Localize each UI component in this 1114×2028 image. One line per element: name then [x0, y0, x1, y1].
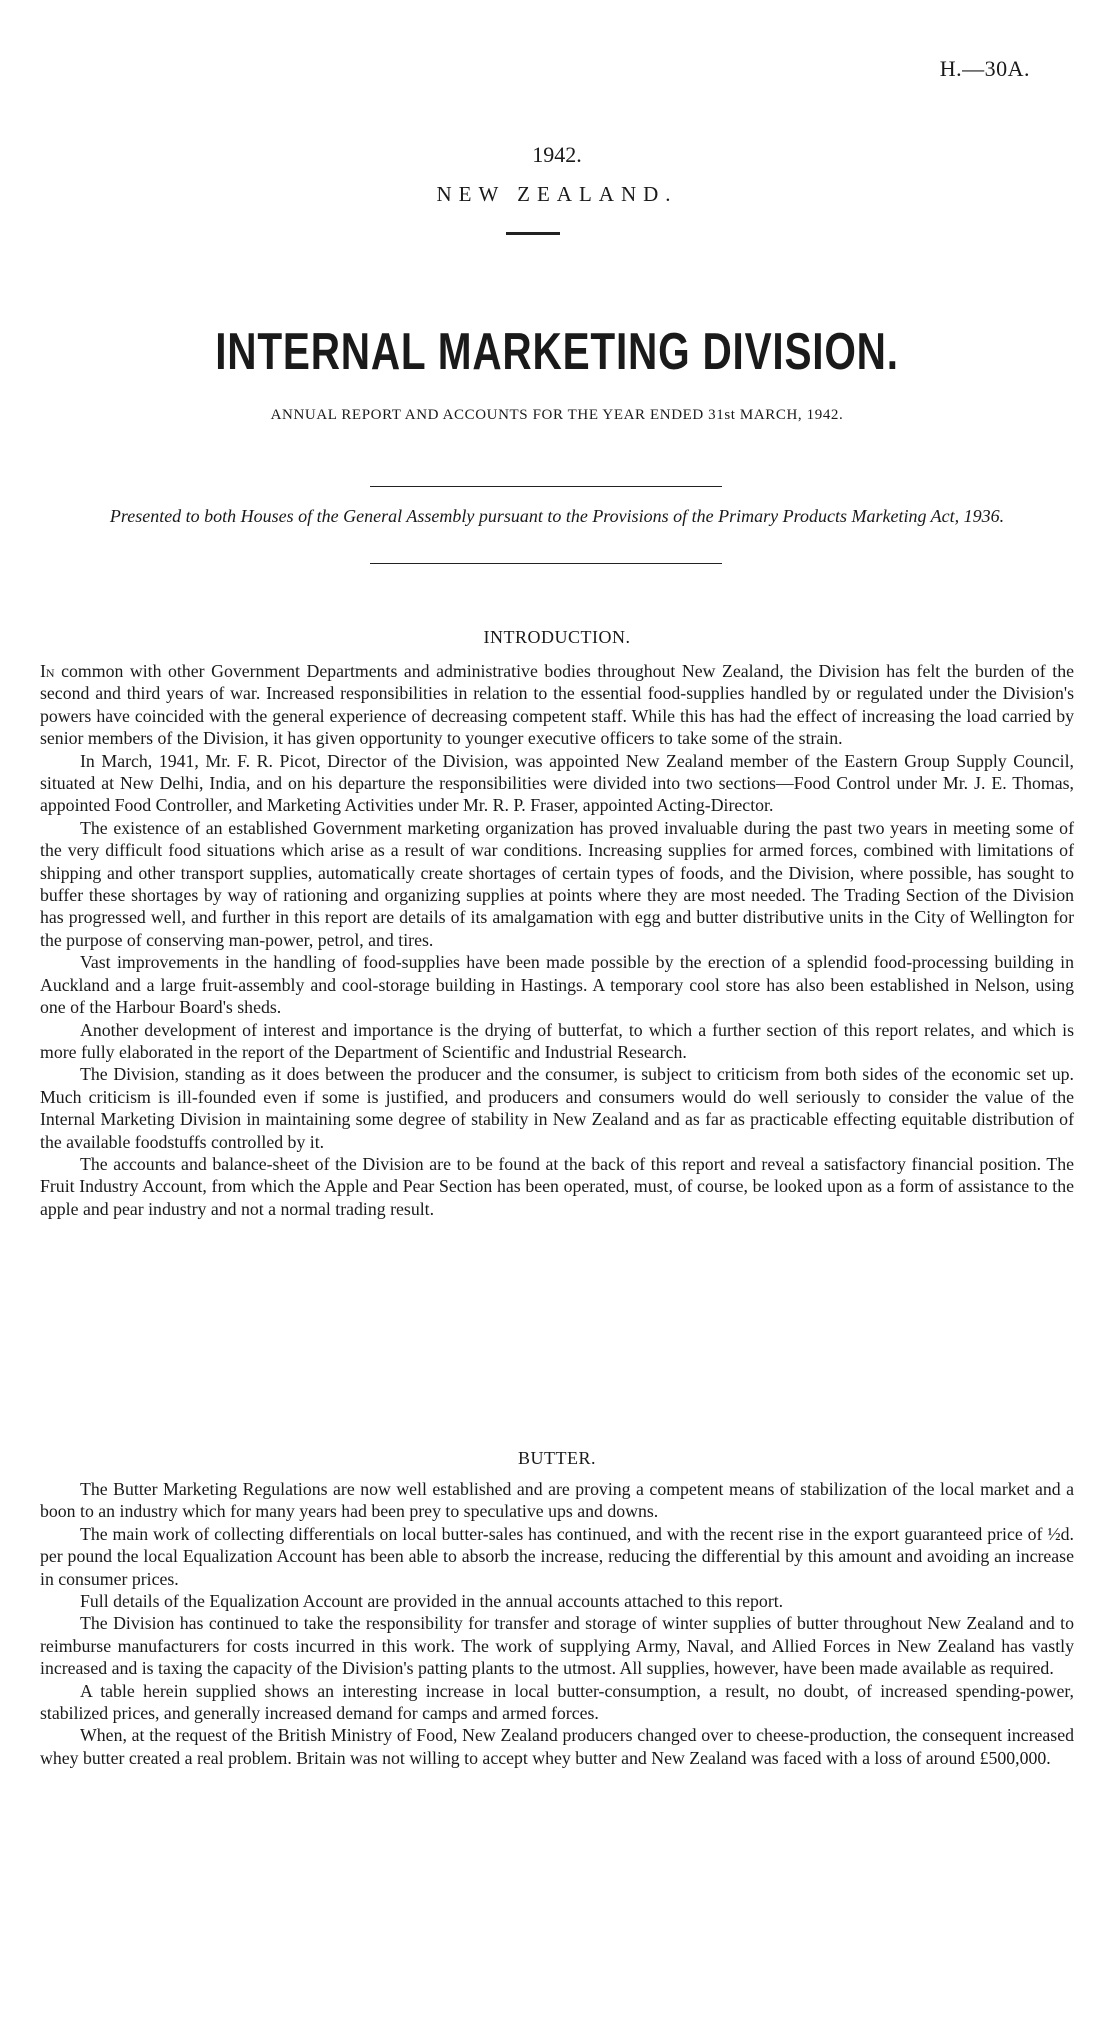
report-title: INTERNAL MARKETING DIVISION. [215, 323, 899, 381]
paragraph-text: common with other Government Departments and administrative bodies throughout New Zealand, the Division has felt the burden of the second and third years of war. Increased responsibilities in relation to the essential food-supplies handled by or regulated under the Division's powers have coincided with the general experience of decreasing competent staff. While this has had the effect of increasing the load carried by senior members of the Division, it has given opportunity to younger executive officers to take some of the strain. [40, 661, 1074, 749]
butter-heading: BUTTER. [518, 1448, 596, 1468]
introduction-paragraph: The Division, standing as it does between the producer and the consumer, is subject to criticism from both sides of the economic set up. Much criticism is ill-founded even if some is justified, and producers and consumers would do well seriously to consider the value of the Internal Marketing Division in maintaining some degree of stability in New Zealand and as far as practicable effecting equitable distribution of the available foodstuffs controlled by it. [40, 1064, 1074, 1152]
butter-paragraph: A table herein supplied shows an interesting increase in local butter-consumption, a result, no doubt, of increased spending-power, stabilized prices, and generally increased demand for camps and armed forces. [40, 1680, 1074, 1724]
butter-paragraph: When, at the request of the British Ministry of Food, New Zealand producers changed over to cheese-production, the consequent increased whey butter created a real problem. Britain was not willing to accept whey butter and New Zealand was faced with a loss of around £500,000. [40, 1725, 1074, 1768]
introduction-paragraph: Another development of interest and importance is the drying of butterfat, to which a further section of this report relates, and which is more fully elaborated in the report of the Department of Scientific and Industrial Research. [40, 1019, 1074, 1062]
introduction-paragraph: Vast improvements in the handling of food-supplies have been made possible by the erection of a splendid food-processing building in Auckland and a large fruit-assembly and cool-storage building in Hastings. A temporary cool store has also been established in Nelson, using one of the Harbour Board's sheds. [40, 952, 1074, 1018]
introduction-paragraph: In March, 1941, Mr. F. R. Picot, Director of the Division, was appointed New Zealand member of the Eastern Group Supply Council, situated at New Delhi, India, and on his departure the responsibilities were divided into two sections—Food Control under Mr. J. E. Thomas, appointed Food Controller, and Marketing Activities under Mr. R. P. Fraser, appointed Acting-Director. [40, 750, 1074, 816]
butter-paragraph: The Butter Marketing Regulations are now well established and are proving a competent means of stabilization of the local market and a boon to an industry which for many years had been prey to speculative ups and downs. [40, 1479, 1074, 1522]
document-reference: H.—30A. [939, 56, 1030, 81]
introduction-body [40, 660, 1074, 1220]
presented-top-rule [370, 486, 722, 487]
presented-bottom-rule [370, 563, 722, 564]
introduction-paragraph [40, 660, 1074, 750]
drop-lead: In [40, 661, 55, 681]
report-year: 1942. [532, 142, 582, 167]
butter-paragraph: The Division has continued to take the responsibility for transfer and storage of winter supplies of butter throughout New Zealand and to reimburse manufacturers for costs incurred in this work. The work of supplying Army, Naval, and Allied Forces in New Zealand has vastly increased and is taxing the capacity of the Division's patting plants to the utmost. All supplies, however, have been made available as required. [40, 1613, 1074, 1679]
presented-note: Presented to both Houses of the General Assembly pursuant to the Provisions of the Primary Products Marketing Act, 1936. [109, 506, 1005, 526]
introduction-paragraph: The existence of an established Government marketing organization has proved invaluable during the past two years in meeting some of the very difficult food situations which arise as a result of war conditions. Increasing supplies for armed forces, combined with limitations of shipping and other transport supplies, automatically create shortages of certain types of foods, and the Division, where possible, has sought to buffer these shortages by way of rationing and organizing supplies at points where they are most needed. The Trading Section of the Division has progressed well, and further in this report are details of its amalgamation with egg and butter distributive units in the City of Wellington for the purpose of conserving man-power, petrol, and tires. [40, 817, 1074, 950]
introduction-paragraph: The accounts and balance-sheet of the Division are to be found at the back of this report and reveal a satisfactory financial position. The Fruit Industry Account, from which the Apple and Pear Section has been operated, must, of course, be looked upon as a form of assistance to the apple and pear industry and not a normal trading result. [40, 1153, 1074, 1219]
introduction-heading: INTRODUCTION. [483, 627, 631, 647]
report-subtitle: ANNUAL REPORT AND ACCOUNTS FOR THE YEAR ENDED 31st MARCH, 1942. [270, 407, 844, 423]
butter-paragraph: The main work of collecting differentials on local butter-sales has continued, and with the recent rise in the export guaranteed price of ½d. per pound the local Equalization Account has been able to absorb the increase, reducing the differential by this amount and avoiding an increase in consumer prices. [40, 1523, 1074, 1589]
country-name: NEW ZEALAND. [436, 182, 678, 206]
butter-paragraph: Full details of the Equalization Account are provided in the annual accounts attached to this report. [80, 1591, 784, 1612]
butter-body [40, 1478, 1074, 1769]
header-divider [506, 232, 560, 235]
